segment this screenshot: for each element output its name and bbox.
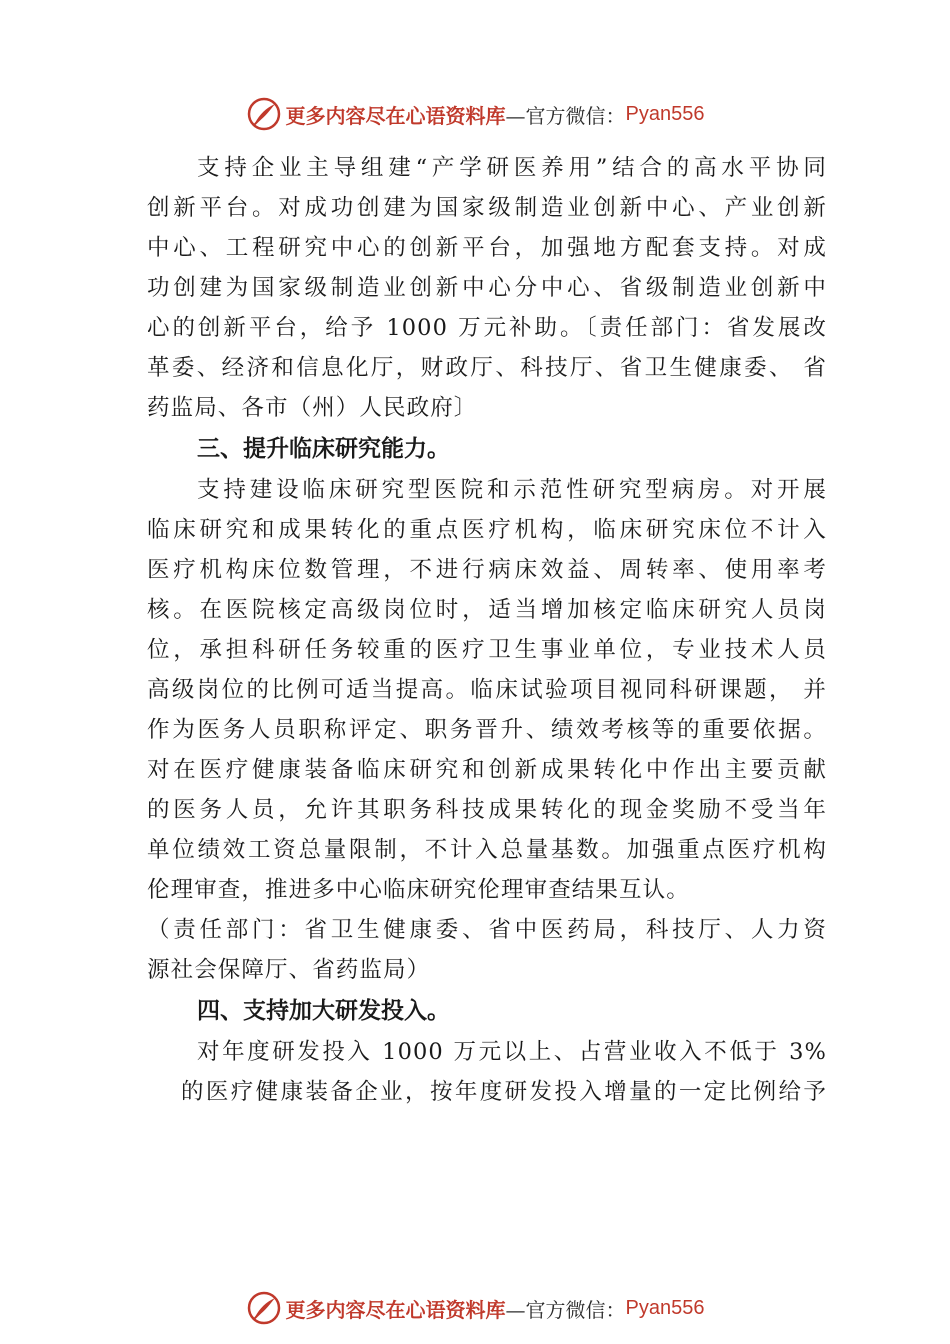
- feather-logo-icon: [246, 1290, 282, 1326]
- section-heading: 三、提升临床研究能力。: [197, 436, 450, 462]
- paragraph: [147, 1032, 827, 1112]
- text-line: 的医务人员，允许其职务科技成果转化的现金奖励不受当年: [147, 797, 827, 823]
- text-line: 支持企业主导组建“产学研医养用”结合的高水平协同: [197, 155, 827, 181]
- watermark-footer: [0, 1288, 950, 1328]
- section-heading: 四、支持加大研发投入。: [197, 998, 450, 1024]
- watermark-brand: 更多内容尽在心语资料库: [285, 103, 506, 128]
- watermark-wechat-id: Pyan556: [625, 1296, 705, 1319]
- watermark-official-label: —官方微信：: [505, 103, 626, 128]
- text-line: 的医疗健康装备企业，按年度研发投入增量的一定比例给予: [181, 1079, 827, 1105]
- text-line: 对年度研发投入 1000 万元以上、占营业收入不低于 3%: [197, 1039, 827, 1065]
- text-line: 临床研究和成果转化的重点医疗机构，临床研究床位不计入: [147, 517, 827, 543]
- text-line: （责任部门：省卫生健康委、省中医药局，科技厅、人力资: [147, 917, 827, 943]
- text-line: 核。在医院核定高级岗位时，适当增加核定临床研究人员岗: [147, 597, 827, 623]
- feather-logo-icon: [246, 96, 282, 132]
- paragraph: [147, 148, 827, 428]
- watermark-wechat-id: Pyan556: [625, 102, 705, 125]
- text-line: 药监局、各市（州）人民政府〕: [147, 395, 478, 421]
- watermark-brand: 更多内容尽在心语资料库: [285, 1297, 506, 1322]
- text-line: 支持建设临床研究型医院和示范性研究型病房。对开展: [197, 477, 827, 503]
- text-line: 功创建为国家级制造业创新中心分中心、省级制造业创新中: [147, 275, 827, 301]
- text-line: 伦理审查，推进多中心临床研究伦理审查结果互认。: [147, 877, 690, 903]
- text-line: 源社会保障厅、省药监局）: [147, 957, 431, 983]
- watermark-header: [0, 94, 950, 134]
- paragraph: [147, 470, 827, 990]
- watermark-official-label: —官方微信：: [505, 1297, 626, 1322]
- text-line: 作为医务人员职称评定、职务晋升、绩效考核等的重要依据。: [147, 717, 827, 743]
- text-line: 创新平台。对成功创建为国家级制造业创新中心、产业创新: [147, 195, 827, 221]
- text-line: 高级岗位的比例可适当提高。临床试验项目视同科研课题， 并: [147, 677, 827, 703]
- text-line: 医疗机构床位数管理，不进行病床效益、周转率、使用率考: [147, 557, 827, 583]
- text-line: 中心、工程研究中心的创新平台，加强地方配套支持。对成: [147, 235, 827, 261]
- text-line: 位，承担科研任务较重的医疗卫生事业单位，专业技术人员: [147, 637, 827, 663]
- document-body: [147, 148, 827, 1112]
- text-line: 革委、经济和信息化厅，财政厅、科技厅、省卫生健康委、 省: [147, 355, 827, 381]
- text-line: 对在医疗健康装备临床研究和创新成果转化中作出主要贡献: [147, 757, 827, 783]
- text-line: 心的创新平台，给予 1000 万元补助。〔责任部门：省发展改: [147, 315, 827, 341]
- text-line: 单位绩效工资总量限制，不计入总量基数。加强重点医疗机构: [147, 837, 827, 863]
